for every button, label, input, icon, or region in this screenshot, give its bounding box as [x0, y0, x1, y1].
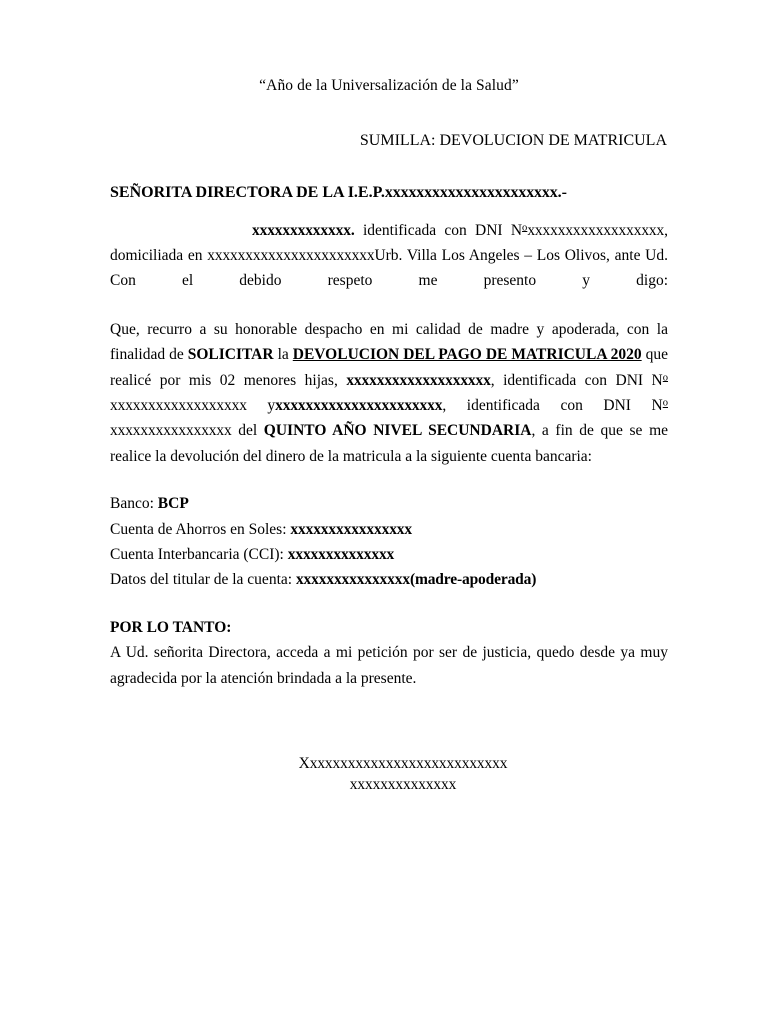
signature-name-line: Xxxxxxxxxxxxxxxxxxxxxxxxxxx	[298, 755, 508, 772]
body-del: del	[238, 422, 258, 440]
bank-value: BCP	[157, 495, 189, 513]
daughter1-dni-placeholder: xxxxxxxxxxxxxxxxxx	[110, 396, 247, 414]
address-placeholder: xxxxxxxxxxxxxxxxxxxxxx	[207, 246, 375, 264]
ordinal-indicator-icon: o	[662, 397, 668, 409]
closing-heading: POR LO TANTO:	[110, 618, 232, 636]
ordinal-indicator-icon: o	[662, 372, 669, 384]
daughter2-comma: ,	[442, 396, 447, 414]
ordinal-indicator-icon: o	[522, 222, 528, 234]
daughter1-comma: ,	[490, 371, 495, 389]
addressee-school-placeholder: xxxxxxxxxxxxxxxxxxxxxx	[384, 183, 558, 201]
applicant-dni-comma: ,	[664, 221, 668, 239]
daughter1-name-placeholder: xxxxxxxxxxxxxxxxxxx	[346, 371, 491, 389]
applicant-dni-placeholder: xxxxxxxxxxxxxxxxxx	[527, 221, 665, 239]
closing-paragraph: A Ud. señorita Directora, acceda a mi petición por ser de justicia, quedo desde ya muy agradecida por la atención brindada a la presente.	[110, 644, 668, 687]
intro-paragraph	[110, 218, 668, 294]
daughter2-name-placeholder: xxxxxxxxxxxxxxxxxxxxxx	[275, 396, 443, 414]
savings-account-label: Cuenta de Ahorros en Soles:	[110, 520, 287, 538]
addressee-suffix: .-	[557, 183, 567, 201]
bank-detail-row	[110, 491, 668, 516]
bank-detail-row	[110, 542, 668, 567]
bank-label: Banco:	[110, 495, 154, 513]
daughter1-identified-with: identificada con DNI	[503, 371, 644, 389]
grade-level-emphasis: QUINTO AÑO NIVEL SECUNDARIA	[263, 422, 532, 440]
body-article: la	[277, 346, 289, 364]
daughter2-dni-label: $N^o$	[651, 396, 668, 414]
bank-details-block	[110, 491, 668, 593]
address-text: Urb. Villa Los Angeles – Los Olivos, ante Ud. Con el debido respeto me presento y digo:	[110, 246, 668, 290]
solicitar-emphasis: SOLICITAR	[187, 346, 274, 364]
document-content	[110, 0, 668, 795]
domiciled-in-text: domiciliada en	[110, 246, 203, 264]
account-holder-value: xxxxxxxxxxxxxxx(madre-apoderada)	[295, 571, 537, 589]
cci-label: Cuenta Interbancaria (CCI):	[110, 545, 284, 563]
addressee-heading	[110, 185, 668, 201]
document-title: “Año de la Universalización de la Salud”	[259, 77, 519, 94]
bank-detail-row	[110, 567, 668, 592]
signature-block	[110, 753, 668, 795]
cci-value: xxxxxxxxxxxxxx	[287, 545, 395, 563]
daughter2-identified-with: identificada con DNI	[466, 396, 631, 414]
identified-with-text: identificada con DNI	[362, 221, 503, 239]
closing-block	[110, 615, 668, 691]
daughters-conjunction: y	[267, 396, 276, 414]
bank-detail-row	[110, 517, 668, 542]
daughter1-dni-label: $N^o$	[651, 371, 669, 389]
signature-dni-line: xxxxxxxxxxxxxx	[349, 776, 457, 793]
body-after-emphasis: que realicé por mis 02 menores hijas,	[110, 346, 669, 389]
account-holder-label: Datos del titular de la cuenta:	[110, 571, 293, 589]
body-lead-in: Que, recurro a su honorable despacho en mi calidad de madre y apoderada, con la finalidad de	[110, 320, 668, 364]
applicant-name-period: .	[350, 221, 355, 239]
daughter2-dni-placeholder: xxxxxxxxxxxxxxxx	[110, 422, 232, 440]
body-paragraph	[110, 317, 668, 469]
sumilla-line: SUMILLA: DEVOLUCION DE MATRICULA	[359, 131, 667, 149]
applicant-name-placeholder: xxxxxxxxxxxxx	[252, 221, 351, 239]
addressee-label: SEÑORITA DIRECTORA DE LA I.E.P.	[110, 183, 385, 201]
savings-account-value: xxxxxxxxxxxxxxxx	[290, 520, 412, 538]
body-closing-clause: , a fin de que se me realice la devolución del dinero de la matricula a la siguiente cuenta bancaria:	[110, 422, 669, 465]
dni-label: $N^o$	[510, 221, 528, 239]
request-subject-emphasis: DEVOLUCION DEL PAGO DE MATRICULA 2020	[292, 346, 642, 364]
